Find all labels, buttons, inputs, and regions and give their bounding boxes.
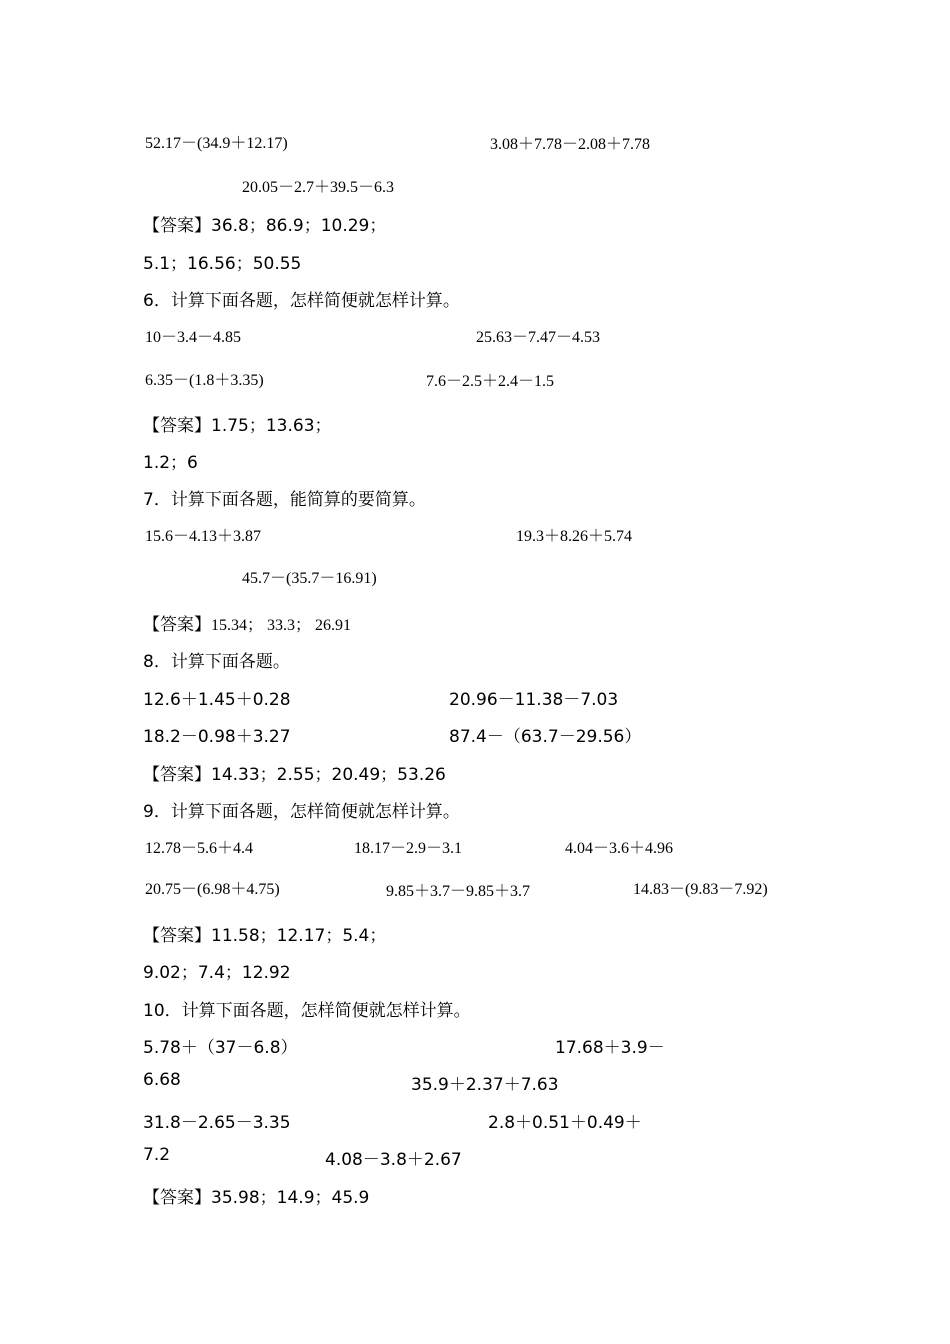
q6-expression-2: 25.63－7.47－4.53 bbox=[476, 329, 601, 346]
q9-answer-line-2: 9.02；7.4；12.92 bbox=[143, 963, 291, 983]
q6-expression-4: 7.6－2.5＋2.4－1.5 bbox=[426, 373, 555, 390]
q8-expression-1: 12.6＋1.45＋0.28 bbox=[143, 690, 291, 710]
q9-expression-5: 9.85＋3.7－9.85＋3.7 bbox=[386, 883, 531, 900]
q7-answer-values: 15.34； 33.3； 26.91 bbox=[211, 617, 352, 634]
q5-answer-line-1: 【答案】36.8；86.9；10.29； bbox=[143, 216, 387, 236]
q10-expression-1: 5.78＋（37－6.8） bbox=[143, 1038, 298, 1058]
q8-answer: 【答案】14.33；2.55；20.49；53.26 bbox=[143, 765, 446, 785]
q8-expression-2: 20.96－11.38－7.03 bbox=[449, 690, 619, 710]
q6-expression-1: 10－3.4－4.85 bbox=[145, 329, 242, 346]
q9-title: 9．计算下面各题，怎样简便就怎样计算。 bbox=[143, 802, 460, 822]
q9-expression-4: 20.75－(6.98＋4.75) bbox=[145, 881, 280, 898]
q9-expression-1: 12.78－5.6＋4.4 bbox=[145, 840, 254, 857]
q6-expression-3: 6.35－(1.8＋3.35) bbox=[145, 372, 264, 389]
q10-expression-5-part-2: 7.2 bbox=[143, 1145, 171, 1165]
q9-expression-6: 14.83－(9.83－7.92) bbox=[633, 881, 768, 898]
q5-expression-3: 20.05－2.7＋39.5－6.3 bbox=[242, 179, 395, 196]
q6-title: 6．计算下面各题，怎样简便就怎样计算。 bbox=[143, 291, 460, 311]
q8-title: 8．计算下面各题。 bbox=[143, 652, 290, 672]
q6-answer-line-1: 【答案】1.75；13.63； bbox=[143, 416, 332, 436]
q9-expression-2: 18.17－2.9－3.1 bbox=[354, 840, 463, 857]
q10-expression-5-part-1: 2.8＋0.51＋0.49＋ bbox=[488, 1113, 642, 1133]
q9-answer-line-1: 【答案】11.58；12.17；5.4； bbox=[143, 926, 387, 946]
q6-answer-line-2: 1.2；6 bbox=[143, 453, 198, 473]
q8-expression-3: 18.2－0.98＋3.27 bbox=[143, 727, 291, 747]
q7-answer-label: 【答案】 bbox=[143, 615, 211, 635]
q10-expression-4: 31.8－2.65－3.35 bbox=[143, 1113, 291, 1133]
q10-expression-3: 35.9＋2.37＋7.63 bbox=[411, 1075, 559, 1095]
q10-expression-2-part-1: 17.68＋3.9－ bbox=[555, 1038, 665, 1058]
q5-expression-1: 52.17－(34.9＋12.17) bbox=[145, 135, 288, 152]
q10-answer: 【答案】35.98；14.9；45.9 bbox=[143, 1188, 370, 1208]
q7-answer bbox=[143, 610, 351, 635]
q9-expression-3: 4.04－3.6＋4.96 bbox=[565, 840, 674, 857]
q10-expression-2-part-2: 6.68 bbox=[143, 1070, 181, 1090]
q5-answer-line-2: 5.1；16.56；50.55 bbox=[143, 254, 302, 274]
q7-expression-1: 15.6－4.13＋3.87 bbox=[145, 528, 262, 545]
q10-expression-6: 4.08－3.8＋2.67 bbox=[325, 1150, 462, 1170]
q7-expression-2: 19.3＋8.26＋5.74 bbox=[516, 528, 633, 545]
q8-expression-4: 87.4－（63.7－29.56） bbox=[449, 727, 642, 747]
q7-title: 7．计算下面各题，能简算的要简算。 bbox=[143, 490, 426, 510]
q10-title: 10．计算下面各题，怎样简便就怎样计算。 bbox=[143, 1001, 471, 1021]
q5-expression-2: 3.08＋7.78－2.08＋7.78 bbox=[490, 136, 651, 153]
q7-expression-3: 45.7－(35.7－16.91) bbox=[242, 570, 377, 587]
